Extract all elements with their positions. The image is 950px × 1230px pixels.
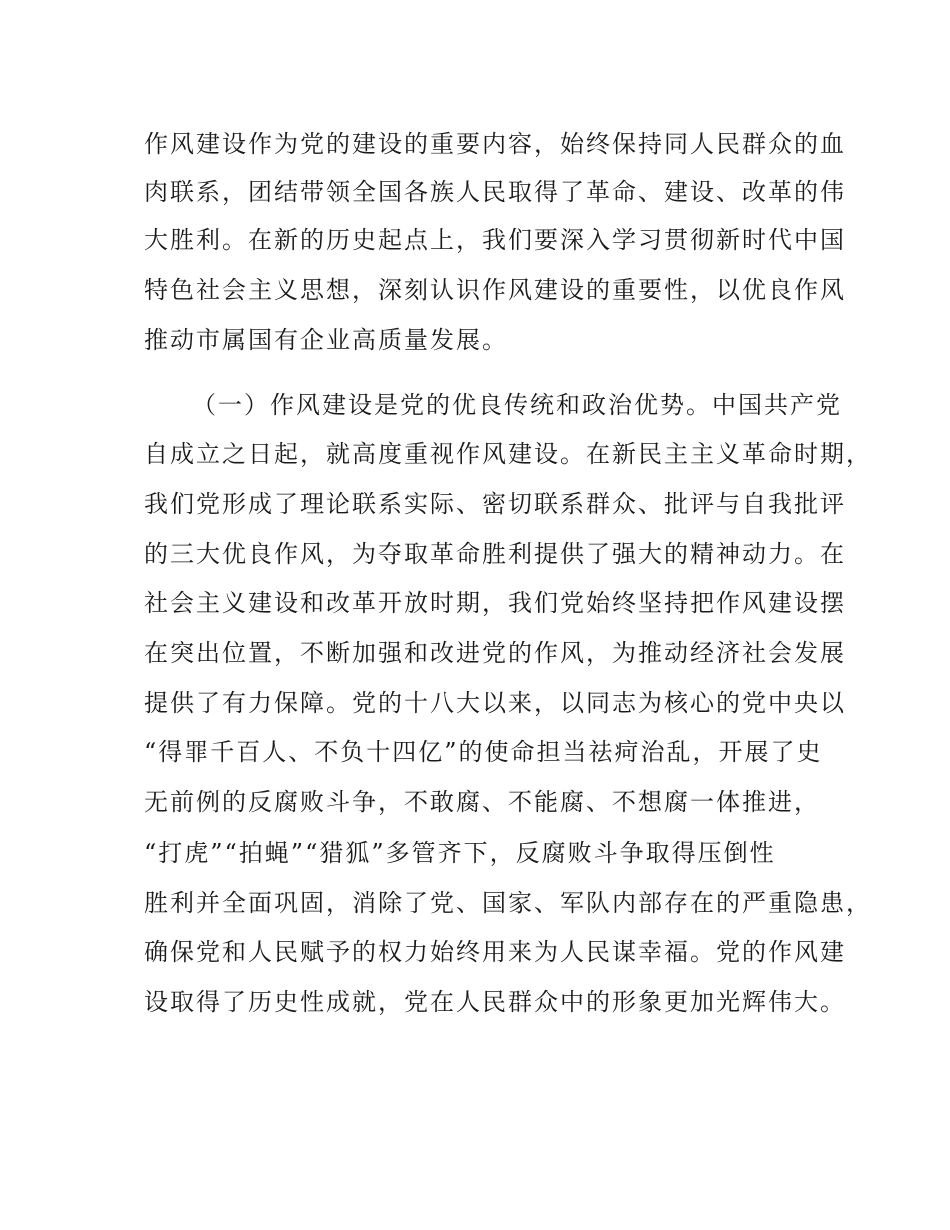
paragraph-2-line: 社会主义建设和改革开放时期，我们党始终坚持把作风建设摆	[144, 589, 846, 617]
paragraph-1-line: 推动市属国有企业高质量发展。	[144, 326, 508, 354]
paragraph-2-line: 我们党形成了理论联系实际、密切联系群众、批评与自我批评	[144, 490, 846, 518]
paragraph-1-line: 肉联系，团结带领全国各族人民取得了革命、建设、改革的伟	[144, 178, 846, 206]
paragraph-2-line: 的三大优良作风，为夺取革命胜利提供了强大的精神动力。在	[144, 540, 846, 568]
paragraph-2-line: 无前例的反腐败斗争，不敢腐、不能腐、不想腐一体推进，	[144, 788, 820, 816]
paragraph-1-line: 特色社会主义思想，深刻认识作风建设的重要性，以优良作风	[144, 276, 846, 304]
paragraph-2-line: 胜利并全面巩固，消除了党、国家、军队内部存在的严重隐患，	[144, 889, 872, 917]
paragraph-1-line: 作风建设作为党的建设的重要内容，始终保持同人民群众的血	[144, 130, 846, 158]
paragraph-1-line: 大胜利。在新的历史起点上，我们要深入学习贯彻新时代中国	[144, 226, 846, 254]
paragraph-2-line: 在突出位置，不断加强和改进党的作风，为推动经济社会发展	[144, 639, 846, 667]
paragraph-2-line: 确保党和人民赋予的权力始终用来为人民谋幸福。党的作风建	[144, 938, 846, 966]
paragraph-2-line: “得罪千百人、不负十四亿”的使命担当祛疴治乱，开展了史	[144, 738, 823, 766]
paragraph-2-line: 提供了有力保障。党的十八大以来，以同志为核心的党中央以	[144, 689, 846, 717]
paragraph-2-line: 设取得了历史性成就，党在人民群众中的形象更加光辉伟大。	[144, 988, 846, 1016]
paragraph-2-line: （一）作风建设是党的优良传统和政治优势。中国共产党	[192, 391, 842, 419]
paragraph-2-line: “打虎”“拍蝇”“猎狐”多管齐下，反腐败斗争取得压倒性	[144, 839, 776, 867]
paragraph-2-line: 自成立之日起，就高度重视作风建设。在新民主主义革命时期，	[144, 440, 872, 468]
